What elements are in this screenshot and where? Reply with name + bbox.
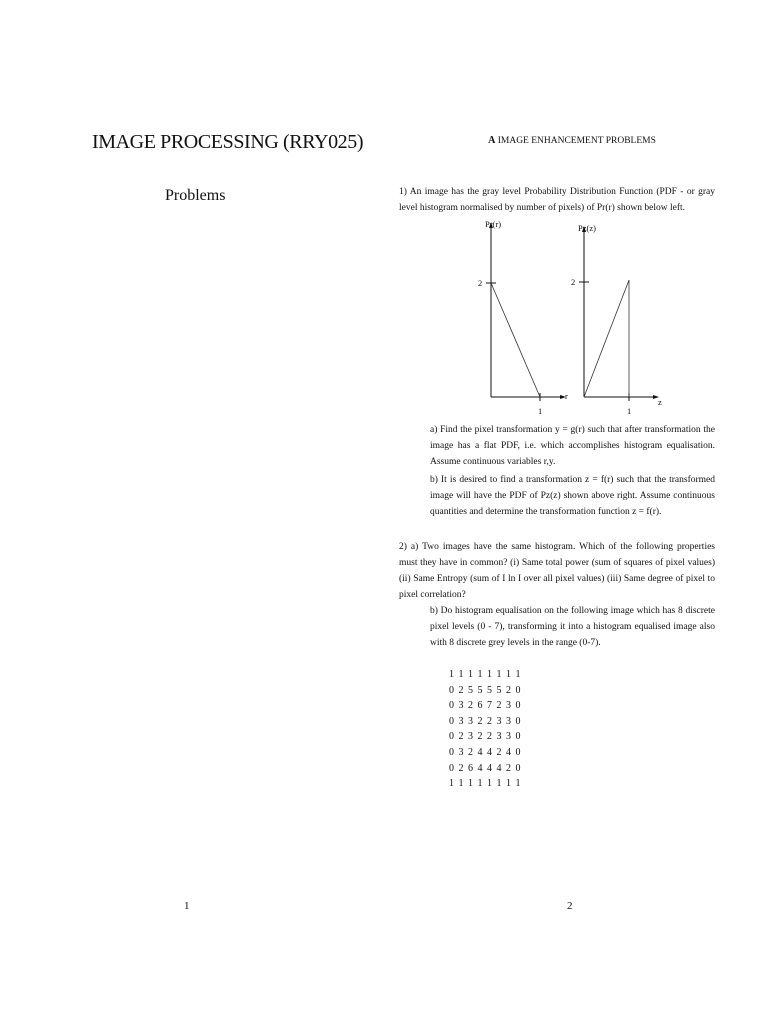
problem-2b: b) Do histogram equalisation on the following image which has 8 discrete pixel levels (0 - 7), transforming it into a histogram equalised image also with 8 discrete grey levels in the range (0-7). <box>430 606 715 648</box>
section-title: IMAGE ENHANCEMENT PROBLEMS <box>497 136 656 146</box>
matrix-row: 0 2 3 2 2 3 3 0 <box>449 731 521 743</box>
left-x-label: r <box>565 391 568 401</box>
problem-1-intro: 1) An image has the gray level Probability Distribution Function (PDF - or gray level histogram normalised by number of pixels) of Pr(r) shown below left. <box>399 187 715 213</box>
right-y-tick-label: 2 <box>571 277 576 287</box>
left-pdf-line <box>491 283 540 397</box>
matrix-row: 1 1 1 1 1 1 1 1 <box>449 778 521 790</box>
matrix-row: 0 3 3 2 2 3 3 0 <box>449 715 521 727</box>
section-header <box>430 135 714 146</box>
page-number-right: 2 <box>567 900 573 912</box>
document-title: IMAGE PROCESSING (RRY025) <box>92 131 364 153</box>
problem-1a: a) Find the pixel transformation y = g(r) such that after transformation the image has a flat PDF, i.e. which accomplishes histogram equalisation. Assume continuous variables r,y. <box>430 425 715 467</box>
problem-2a: 2) a) Two images have the same histogram. Which of the following properties must they have in common? (i) Same total power (sum of squares of pixel values) (ii) Same Entropy (sum of I ln I over all pixel values) (iii) Same degree of pixel to pixel correlation? <box>399 542 715 600</box>
document-subtitle: Problems <box>165 187 226 204</box>
right-x-label: z <box>658 397 662 407</box>
section-letter: A <box>488 135 496 146</box>
page-number-left: 1 <box>184 900 190 912</box>
matrix-row: 1 1 1 1 1 1 1 1 <box>449 669 521 680</box>
matrix-row: 0 2 6 4 4 4 2 0 <box>449 762 521 774</box>
matrix-row: 0 3 2 6 7 2 3 0 <box>449 700 521 712</box>
left-y-label: Pr(r) <box>485 219 502 229</box>
right-x-tick-label: 1 <box>627 406 632 415</box>
problem-1b: b) It is desired to find a transformation z = f(r) such that the transformed image will have the PDF of Pz(z) shown above right. Assume continuous quantities and determine the transformation function z = f(r). <box>430 475 715 517</box>
matrix-row: 0 2 5 5 5 5 2 0 <box>449 684 521 696</box>
pdf-plots-svg <box>470 215 670 415</box>
image-matrix <box>449 667 521 792</box>
pdf-figure <box>470 215 670 420</box>
right-pdf-line <box>584 280 629 397</box>
right-y-label: Pz(z) <box>578 223 596 233</box>
left-y-tick-label: 2 <box>478 278 483 288</box>
left-x-tick-label: 1 <box>538 406 543 415</box>
matrix-row: 0 3 2 4 4 2 4 0 <box>449 746 521 758</box>
